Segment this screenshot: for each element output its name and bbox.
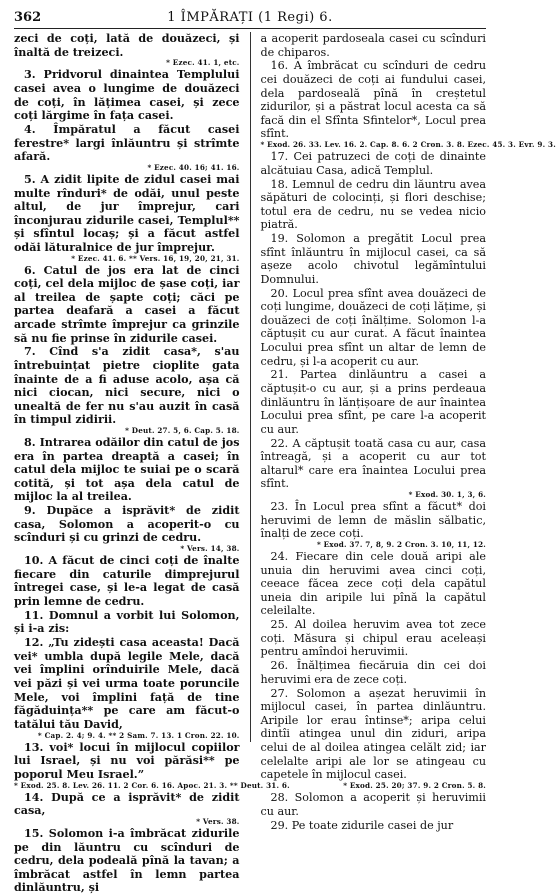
verse-paragraph (261, 178, 487, 232)
cross-reference: * Ezec. 41. 6. ** Vers. 16, 19, 20, 21, 31. (71, 253, 240, 263)
cross-reference: * Exod. 25. 8. Lev. 26. 11. 2 Cor. 6. 16. Apoc. 21. 3. ** Deut. 31. 6. (14, 780, 290, 790)
verse-paragraph (14, 791, 240, 818)
verse-text: 21. Partea dinlăuntru a casei a căptușit-o cu aur, și a prins perdeaua dinlăuntru în lănțișoare de aur înaintea Locului prea sfînt, pe care l-a acoperit cu aur. (260, 368, 486, 436)
verse-paragraph (14, 32, 240, 59)
verse-paragraph (261, 550, 487, 618)
page-header (14, 10, 486, 29)
verse-text: 22. A căptușit toată casa cu aur, casa întreagă, și a acoperit cu aur tot altarul* care era înaintea Locului prea sfînt. (260, 436, 486, 491)
verse-paragraph (14, 345, 240, 426)
verse-paragraph (14, 741, 240, 782)
verse-paragraph (261, 687, 487, 782)
verse-text: 8. Intrarea odăilor din catul de jos era în partea dreaptă a casei; în catul dela mijloc te suiai pe o scară cotită, și tot așa dela catul de mijloc la al treilea. (14, 436, 240, 504)
verse-text: 11. Domnul a vorbit lui Solomon, și i-a zis: (14, 608, 240, 636)
verse-text: 27. Solomon a așezat heruvimii în mijlocul casei, în partea dinlăuntru. Aripile lor erau întinse*; aripa celui dintîi atingea unul din ziduri, aripa celui de al doilea atingea celălt zid; iar celelalte aripi ale lor se atingeau cu capetele în mijlocul casei. (260, 686, 486, 782)
verse-text: 9. Dupăce a isprăvit* de zidit casa, Solomon a acoperit-o cu scînduri și cu grinzi de cedru. (14, 504, 240, 545)
verse-text: 19. Solomon a pregătit Locul prea sfînt înlăuntru în mijlocul casei, ca să așeze acolo chivotul legămîntului Domnului. (260, 232, 486, 286)
verse-text: a acoperit pardoseala casei cu scînduri de chiparos. (260, 32, 486, 59)
verse-paragraph (261, 819, 487, 833)
verse-paragraph (261, 32, 487, 59)
cross-reference: * Vers. 38. (196, 817, 240, 827)
verse-text: 25. Al doilea heruvim avea tot zece coți. Măsura și chipul erau aceleași pentru amîndoi heruvimii. (260, 618, 486, 659)
verse-paragraph (14, 636, 240, 731)
verse-text: 29. Pe toate zidurile casei de jur (270, 818, 454, 832)
verse-paragraph (14, 264, 240, 345)
cross-reference: * Deut. 27. 5, 6. Cap. 5. 18. (125, 426, 240, 436)
verse-paragraph (14, 609, 240, 636)
verse-text: 23. În Locul prea sfînt a făcut* doi heruvimi de lemn de măslin sălbatic, înalți de zece coți. (260, 500, 486, 541)
verse-paragraph (261, 287, 487, 368)
verse-paragraph (14, 173, 240, 254)
verse-paragraph (261, 659, 487, 686)
cross-reference: * Exod. 25. 20; 37. 9. 2 Cron. 5. 8. (343, 781, 486, 791)
verse-text: 20. Locul prea sfînt avea douăzeci de coți lungime, douăzeci de coți lățime, și douăzeci de coți înălțime. Solomon l-a căptușit cu aur curat. A făcut înaintea Locului prea sfînt un altar de lemn de cedru, și l-a acoperit cu aur. (260, 286, 486, 368)
cross-reference: * Cap. 2. 4; 9. 4. ** 2 Sam. 7. 13. 1 Cron. 22. 10. (37, 730, 240, 740)
verse-text: 5. A zidit lipite de zidul casei mai multe rînduri* de odăi, unul peste altul, de jur împrejur, cari înconjurau zidurile casei, Templul** și sfîntul locaș; și a făcut astfel odăi lăturalnice de jur împrejur. (14, 173, 240, 254)
right-column (260, 32, 556, 832)
verse-paragraph (261, 437, 487, 491)
verse-text: 26. Înălțimea fiecăruia din cei doi heruvimi era de zece coți. (260, 659, 486, 686)
verse-paragraph (14, 436, 240, 504)
verse-text: 18. Lemnul de cedru din lăuntru avea săpături de colocinți, și flori deschise; totul era de cedru, nu se vedea nicio piatră. (260, 177, 486, 232)
verse-text: 15. Solomon i-a îmbrăcat zidurile pe din lăuntru cu scînduri de cedru, dela podeală pînă la tavan; a îmbrăcat astfel în lemn partea dinlăuntru, și (14, 827, 240, 895)
verse-text: 14. După ce a isprăvit* de zidit casa, (14, 790, 240, 818)
verse-text: 12. „Tu zidești casa aceasta! Dacă vei* umbla după legile Mele, dacă vei împlini orînduirile Mele, dacă vei păzi și vei urma toate poruncile Mele, voi împlini față de tine făgăduința** pe care am făcut-o tatălui tău David, (14, 636, 240, 731)
verse-paragraph (14, 68, 240, 122)
verse-paragraph (14, 827, 240, 895)
verse-paragraph (261, 232, 487, 286)
verse-paragraph (14, 504, 240, 545)
verse-paragraph (261, 59, 487, 140)
verse-text: 10. A făcut de cinci coți de înalte fiecare din caturile dimprejurul întregei case, și le-a legat de casă prin lemne de cedru. (14, 554, 240, 608)
cross-reference: * Vers. 14, 38. (180, 544, 240, 554)
verse-paragraph (261, 791, 487, 818)
cross-reference: * Ezec. 41. 1, etc. (166, 58, 240, 68)
text-columns (14, 32, 556, 895)
running-head: 1 ÎMPĂRAȚI (1 Regi) 6. (167, 10, 333, 25)
verse-paragraph (261, 500, 487, 541)
cross-reference: * Exod. 37. 7, 8, 9. 2 Cron. 3. 10, 11, 12. (316, 540, 486, 550)
verse-paragraph (14, 554, 240, 608)
verse-text: 6. Catul de jos era lat de cinci coți, cel dela mijloc de șase coți, iar al treilea de șapte coți; căci pe partea deafară a casei a făcut arcade strîmte împrejur ca grinzile să nu fie prinse în zidurile casei. (14, 263, 240, 345)
verse-text: 17. Cei patruzeci de coți de dinainte alcătuiau Casa, adică Templul. (260, 150, 486, 177)
verse-paragraph (261, 368, 487, 436)
verse-paragraph (14, 123, 240, 164)
verse-text: 4. Împăratul a făcut casei ferestre* largi înlăuntru și strîmte afară. (14, 123, 240, 164)
cross-reference: * Exod. 26. 33. Lev. 16. 2. Cap. 8. 6. 2 Cron. 3. 8. Ezec. 45. 3. Evr. 9. 3. (260, 140, 556, 150)
left-column (14, 32, 290, 895)
verse-paragraph (261, 618, 487, 659)
page-number: 362 (14, 10, 42, 25)
verse-paragraph (261, 150, 487, 177)
verse-text: 3. Pridvorul dinaintea Templului casei avea o lungime de douăzeci de coți, în lățimea casei, și zece coți lărgime în fața casei. (14, 68, 240, 123)
column-divider (250, 32, 251, 742)
verse-text: 28. Solomon a acoperit și heruvimii cu aur. (260, 791, 486, 818)
verse-text: 7. Cînd s'a zidit casa*, s'au întrebuințat pietre cioplite gata înainte de a fi aduse acolo, așa că nici ciocan, nici secure, nici o unealtă de fer nu s'au auzit în casă în timpul zidirii. (14, 345, 240, 427)
cross-reference: * Exod. 30. 1, 3, 6. (408, 490, 486, 500)
cross-reference: * Ezec. 40. 16; 41. 16. (147, 163, 240, 173)
verse-text: 16. A îmbrăcat cu scînduri de cedru cei douăzeci de coți ai fundului casei, dela pardoseală pînă în creștetul zidurilor, și a păstrat locul acesta ca să facă din el Sfînta Sfintelor*, Locul prea sfînt. (260, 59, 486, 141)
verse-text: 13. voi* locui în mijlocul copiilor lui Israel, și nu voi părăsi** pe poporul Meu Israel.” (14, 740, 240, 781)
verse-text: 24. Fiecare din cele două aripi ale unuia din heruvimi avea cinci coți, ceeace făcea zece coți dela capătul uneia din aripile lui pînă la capătul celeilalte. (260, 550, 486, 618)
verse-text: zeci de coți, lată de douăzeci, și înaltă de treizeci. (14, 32, 240, 59)
